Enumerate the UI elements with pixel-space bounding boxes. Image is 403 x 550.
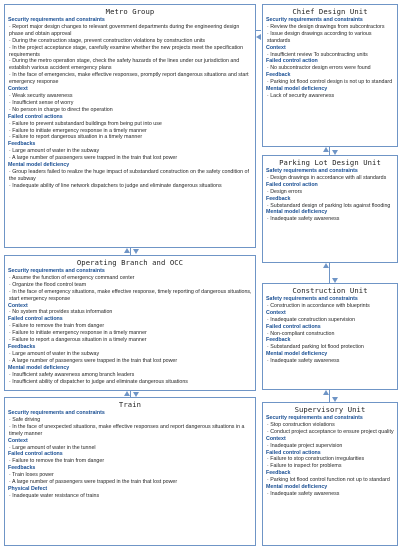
occ-failed-item: · Failure to remove the train from danger <box>9 323 105 330</box>
arrow-occ-train-down <box>133 392 139 397</box>
construction-failed-heading: Failed control actions <box>266 323 321 330</box>
supervisory-security-item: · Stop construction violations <box>267 421 335 428</box>
arrow-parking-construction-down <box>332 278 338 283</box>
chief-context-heading: Context <box>266 44 286 51</box>
construction-mental-heading: Mental model deficiency <box>266 351 328 358</box>
connector-occ-train <box>130 391 131 397</box>
train-feedback-item: · A large number of passengers were trapped in the train that lost power <box>9 479 178 486</box>
train-title: Train <box>118 400 142 409</box>
occ-mental-item: · Insufficient safety awareness among branch leaders <box>9 371 135 378</box>
construction-safety-heading: Safety requirements and constraints <box>266 296 358 302</box>
occ-security-item: · Organize the flood control team <box>9 281 87 288</box>
occ-failed-item: · Failure to initiate emergency response in a timely manner <box>9 330 147 337</box>
operating-branch-occ-box <box>4 255 256 391</box>
metro-failed-item: · Failure to report dangerous situation in a timely manner <box>9 134 143 141</box>
occ-title: Operating Branch and OCC <box>76 258 184 267</box>
parking-safety-heading: Safety requirements and constraints <box>266 168 358 174</box>
metro-security-item: · Report major design changes to relevant government departments during the engineering design phase and obtain approval <box>9 23 240 37</box>
construction-feedback-item: · Substandard parking lot flood protection <box>267 344 364 351</box>
arrow-construction-supervisory <box>323 390 329 395</box>
occ-context-item: · No system that provides status information <box>9 309 113 316</box>
train-physical-item: · Inadequate water resistance of trains <box>9 492 100 499</box>
train-security-item: · In the face of unexpected situations, make effective responses and report dangerous situations in a timely manner <box>9 423 245 437</box>
metro-security-item: · In the face of emergencies, make effective responses, promptly report dangerous situations and start emergency response <box>9 72 249 86</box>
arrow-occ-train <box>124 391 130 396</box>
metro-context-item: · No person in charge to direct the operation <box>9 106 113 113</box>
construction-mental-item: · Inadequate safety awareness <box>267 358 340 365</box>
supervisory-feedback-item: · Parking lot flood control function not up to standard <box>267 477 390 484</box>
metro-security-item: · During the metro operation stage, check the safety hazards of the lines under our jurisdiction and establish various accident emergency plans <box>9 58 240 72</box>
supervisory-context-heading: Context <box>266 435 286 442</box>
connector-construction-supervisory <box>329 390 330 402</box>
metro-feedback-item: · Large amount of water in the subway <box>9 148 100 155</box>
chief-context-item: · Insufficient review To subcontracting units <box>267 51 368 58</box>
supervisory-mental-heading: Mental model deficiency <box>266 484 328 491</box>
train-context-heading: Context <box>8 437 28 444</box>
supervisory-feedback-heading: Feedback <box>266 470 291 477</box>
metro-feedback-heading: Feedbacks <box>8 141 36 148</box>
metro-mental-heading: Mental model deficiency <box>8 162 70 169</box>
train-physical-heading: Physical Defect <box>8 485 48 492</box>
parking-mental-heading: Mental model deficiency <box>266 209 328 216</box>
connector-metro-chief <box>256 30 261 31</box>
construction-feedback-heading: Feedback <box>266 337 291 344</box>
supervisory-security-item: · Conduct project acceptance to ensure project quality <box>267 428 394 435</box>
parking-feedback-item: · Substandard design of parking lots against flooding <box>267 202 391 209</box>
metro-security-item: · In the project acceptance stage, carefully examine whether the new projects meet the specification requirements <box>9 44 244 58</box>
metro-context-item: · Insufficient sense of worry <box>9 99 74 106</box>
arrow-metro-chief <box>256 34 261 40</box>
supervisory-failed-heading: Failed control actions <box>266 449 321 456</box>
occ-security-item: · In the face of emergency situations, make effective response, timely reporting of dangerous situations, start emergency response <box>9 288 252 302</box>
train-feedback-item: · Train loses power <box>9 472 54 479</box>
occ-failed-heading: Failed control actions <box>8 316 63 323</box>
train-security-item: · Safe driving <box>9 416 41 423</box>
metro-security-item: · During the construction stage, prevent construction violations by construction units <box>9 37 206 44</box>
metro-context-heading: Context <box>8 86 28 93</box>
supervisory-mental-item: · Inadequate safety awareness <box>267 490 340 497</box>
chief-feedback-item: · Parking lot flood control design is not up to standard <box>267 79 393 86</box>
supervisory-failed-item: · Failure to inspect for problems <box>267 463 342 470</box>
occ-mental-heading: Mental model deficiency <box>8 364 70 371</box>
train-security-heading: Security requirements and constraints <box>8 410 105 416</box>
supervisory-context-item: · Inadequate project supervision <box>267 442 343 449</box>
parking-failed-heading: Failed control action <box>266 181 318 188</box>
construction-safety-item: · Construction in accordance with blueprints <box>267 302 370 309</box>
metro-failed-heading: Failed control actions <box>8 113 63 120</box>
parking-mental-item: · Inadequate safety awareness <box>267 216 340 223</box>
chief-design-title: Chief Design Unit <box>292 7 368 16</box>
occ-security-item: · Assume the function of emergency command center <box>9 274 135 281</box>
arrow-chief-parking <box>323 147 329 152</box>
metro-failed-item: · Failure to prevent substandard buildings from being put into use <box>9 120 162 127</box>
chief-design-unit-box <box>262 4 398 147</box>
parking-safety-item: · Design drawings in accordance with all standards <box>267 174 387 181</box>
chief-security-item: · Issue design drawings according to various standards <box>267 30 372 44</box>
parking-failed-item: · Design errors <box>267 188 303 195</box>
chief-security-heading: Security requirements and constraints <box>266 17 363 23</box>
train-context-item: · Large amount of water in the tunnel <box>9 444 96 451</box>
chief-security-item: · Review the design drawings from subcontractors <box>267 23 385 30</box>
occ-feedback-item: · A large number of passengers were trapped in the train that lost power <box>9 357 178 364</box>
arrow-metro-occ <box>124 248 130 253</box>
connector-metro-occ <box>130 248 131 255</box>
supervisory-title: Supervisory Unit <box>294 405 366 414</box>
occ-security-heading: Security requirements and constraints <box>8 268 105 274</box>
occ-failed-item: · Failure to report a dangerous situation in a timely manner <box>9 337 147 344</box>
supervisory-unit-box <box>262 402 398 546</box>
metro-group-title: Metro Group <box>105 7 155 16</box>
construction-context-item: · Inadequate construction supervision <box>267 316 356 323</box>
metro-mental-item: · Inadequate ability of line network dispatchers to judge and eliminate dangerous situations <box>9 182 222 189</box>
arrow-parking-construction <box>323 263 329 268</box>
train-box <box>4 397 256 546</box>
occ-feedback-heading: Feedbacks <box>8 343 36 350</box>
metro-feedback-item: · A large number of passengers were trapped in the train that lost power <box>9 155 178 162</box>
construction-title: Construction Unit <box>292 286 368 295</box>
supervisory-failed-item: · Failure to stop construction irregularities <box>267 456 365 463</box>
chief-failed-item: · No subcontractor design errors were found <box>267 65 371 72</box>
metro-failed-item: · Failure to initiate emergency response in a timely manner <box>9 127 147 134</box>
construction-failed-item: · Non-compliant construction <box>267 330 335 337</box>
occ-mental-item: · Insufficient ability of dispatcher to judge and eliminate dangerous situations <box>9 378 188 385</box>
metro-mental-item: · Group leaders failed to realize the huge impact of substandard construction on the safety condition of the subway <box>9 168 249 182</box>
train-feedback-heading: Feedbacks <box>8 465 36 472</box>
chief-failed-heading: Failed control action <box>266 58 318 65</box>
connector-parking-construction <box>329 263 330 283</box>
parking-feedback-heading: Feedback <box>266 195 291 202</box>
occ-context-heading: Context <box>8 302 28 309</box>
metro-group-box <box>4 4 256 248</box>
parking-title: Parking Lot Design Unit <box>279 158 381 167</box>
occ-feedback-item: · Large amount of water in the subway <box>9 350 100 357</box>
arrow-metro-occ-down <box>133 249 139 254</box>
construction-unit-box <box>262 283 398 390</box>
chief-mental-item: · Lack of security awareness <box>267 92 335 99</box>
connector-chief-parking <box>329 147 330 155</box>
chief-mental-heading: Mental model deficiency <box>266 86 328 93</box>
construction-context-heading: Context <box>266 309 286 316</box>
arrow-construction-supervisory-down <box>332 397 338 402</box>
chief-feedback-heading: Feedback <box>266 72 291 79</box>
metro-security-heading: Security requirements and constraints <box>8 17 105 23</box>
train-failed-item: · Failure to remove the train from danger <box>9 458 105 465</box>
supervisory-security-heading: Security requirements and constraints <box>266 415 363 421</box>
train-failed-heading: Failed control actions <box>8 451 63 458</box>
arrow-chief-parking-down <box>332 150 338 155</box>
parking-lot-design-unit-box <box>262 155 398 263</box>
metro-context-item: · Weak security awareness <box>9 92 73 99</box>
